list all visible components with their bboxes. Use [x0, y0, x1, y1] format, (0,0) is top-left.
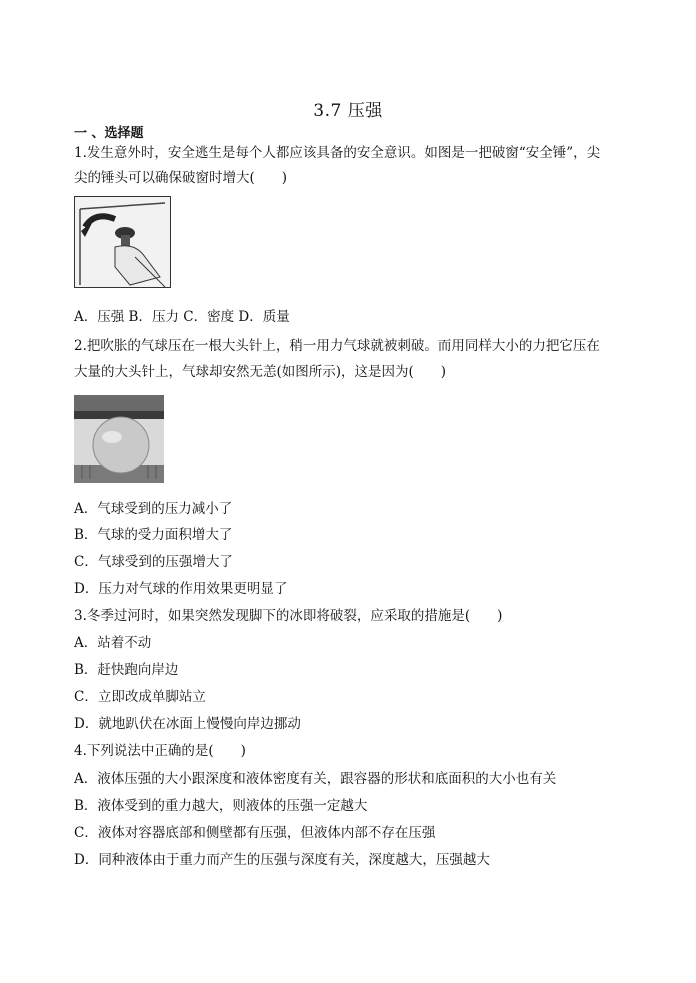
q3-option-d: D．就地趴伏在冰面上慢慢向岸边挪动 [74, 716, 301, 732]
q4-option-a: A．液体压强的大小跟深度和液体密度有关，跟容器的形状和底面积的大小也有关 [74, 771, 557, 787]
balloon-on-pins-figure [74, 395, 164, 483]
q4-option-d: D．同种液体由于重力而产生的压强与深度有关，深度越大，压强越大 [74, 852, 490, 868]
q1-stem-line-2: 尖的锤头可以确保破窗时增大( ) [74, 170, 288, 186]
page-title: 3.7 压强 [313, 101, 383, 121]
q2-stem-line-1: 2.把吹胀的气球压在一根大头针上，稍一用力气球就被刺破。而用同样大小的力把它压在 [74, 338, 600, 354]
q4-option-c: C．液体对容器底部和侧壁都有压强，但液体内部不存在压强 [74, 825, 436, 841]
q2-option-d: D．压力对气球的作用效果更明显了 [74, 581, 288, 597]
q2-stem-line-2: 大量的大头针上，气球却安然无恙(如图所示)，这是因为( ) [74, 364, 447, 380]
safety-hammer-illustration [75, 197, 170, 287]
balloon-on-pins-illustration [74, 395, 164, 483]
q1-options: A．压强 B．压力 C．密度 D．质量 [74, 309, 290, 325]
q2-option-c: C．气球受到的压强增大了 [74, 554, 233, 570]
q3-stem: 3.冬季过河时，如果突然发现脚下的冰即将破裂，应采取的措施是( ) [74, 608, 503, 624]
section-heading: 一 、选择题 [74, 126, 144, 141]
safety-hammer-figure [74, 196, 171, 288]
q4-stem: 4.下列说法中正确的是( ) [74, 743, 246, 759]
q3-option-b: B．赶快跑向岸边 [74, 662, 179, 678]
q3-option-a: A．站着不动 [74, 635, 152, 651]
q1-stem-line-1: 1.发生意外时，安全逃生是每个人都应该具备的安全意识。如图是一把破窗“安全锤”，尖 [74, 145, 601, 161]
q2-option-a: A．气球受到的压力减小了 [74, 501, 233, 517]
q4-option-b: B．液体受到的重力越大，则液体的压强一定越大 [74, 798, 368, 814]
q3-option-c: C．立即改成单脚站立 [74, 689, 206, 705]
q2-option-b: B．气球的受力面积增大了 [74, 527, 233, 543]
